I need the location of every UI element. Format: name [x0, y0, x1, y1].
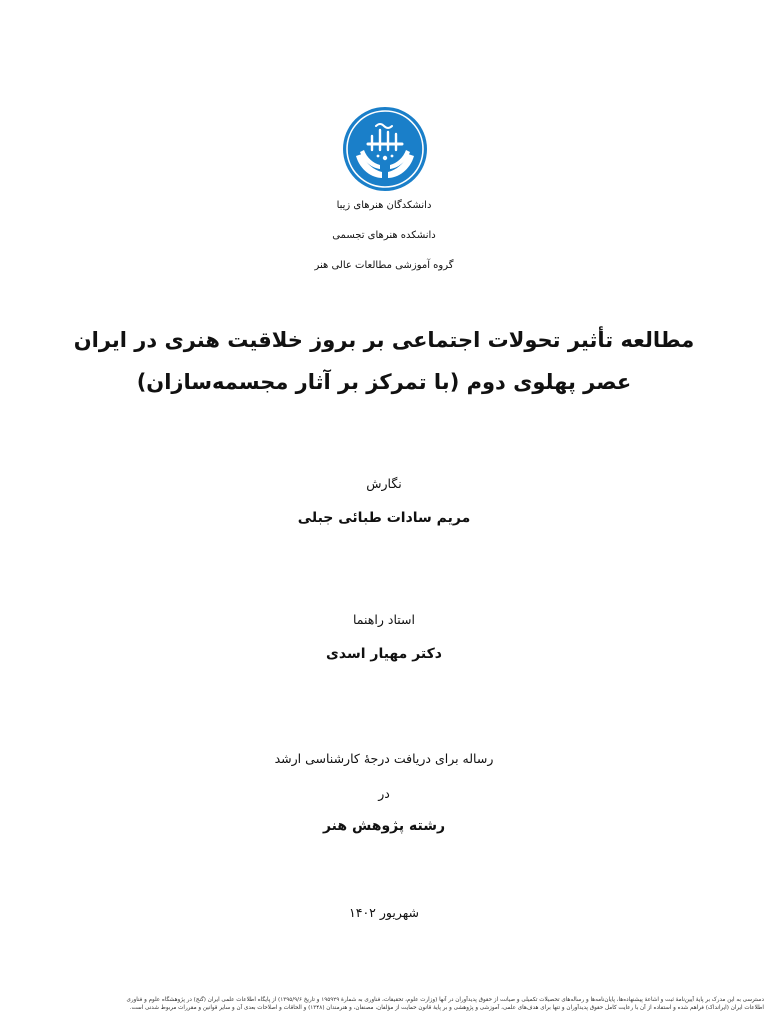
university-logo	[342, 106, 428, 192]
access-notice-line1: دسترسی به این مدرک بر پایهٔ آیین‌نامهٔ ثبت و اشاعهٔ پیشنهاده‌ها، پایان‌نامه‌ها و رساله‌های تحصیلات تکمیلی و صیانت از حقوق پدیدآوران در آنها (وزارت علوم، تحقیقات، فناوری به شمارهٔ ۱۹۵۹۲۹ و تاریخ ۱۳۹۵/۹/۶) از پایگاه اطلاعات علمی ایران (گنج) در پژوهشگاه علوم و فناوری	[126, 997, 764, 1003]
thesis-title-line1: مطالعه تأثیر تحولات اجتماعی بر بروز خلاقیت هنری در ایران	[73, 328, 695, 352]
department-name: گروه آموزشی مطالعات عالی هنر	[314, 260, 454, 271]
university-emblem-icon	[342, 106, 428, 192]
college-name: دانشکدگان هنرهای زیبا	[336, 200, 432, 211]
supervisor-label: استاد راهنما	[353, 612, 415, 627]
access-notice-line2: اطلاعات ایران (ایرانداک) فراهم شده و استفاده از آن با رعایت کامل حقوق پدیدآوران و تنها برای هدف‌های علمی، آموزشی و پژوهشی و بر پایهٔ قانون حمایت از مؤلفان، مصنفان، و هنرمندان (۱۳۴۸) و الحاقات و اصلاحات بعدی آن و سایر قوانین و مقررات مربوط شدنی است.	[129, 1005, 764, 1011]
access-notice	[4, 996, 764, 1012]
degree-in: در	[378, 786, 390, 801]
author-label: نگارش	[366, 476, 402, 491]
supervisor-name: دکتر مهیار اسدی	[326, 646, 442, 662]
thesis-title-line2: عصر پهلوی دوم (با تمرکز بر آثار مجسمه‌سازان)	[136, 370, 632, 394]
degree-line: رساله برای دریافت درجهٔ کارشناسی ارشد	[274, 751, 494, 766]
author-name: مریم سادات طبائی جبلی	[297, 510, 471, 526]
field-name: رشته پژوهش هنر	[322, 818, 446, 834]
submission-date: شهریور ۱۴۰۲	[349, 905, 419, 920]
faculty-name: دانشکده هنرهای تجسمی	[332, 230, 436, 241]
